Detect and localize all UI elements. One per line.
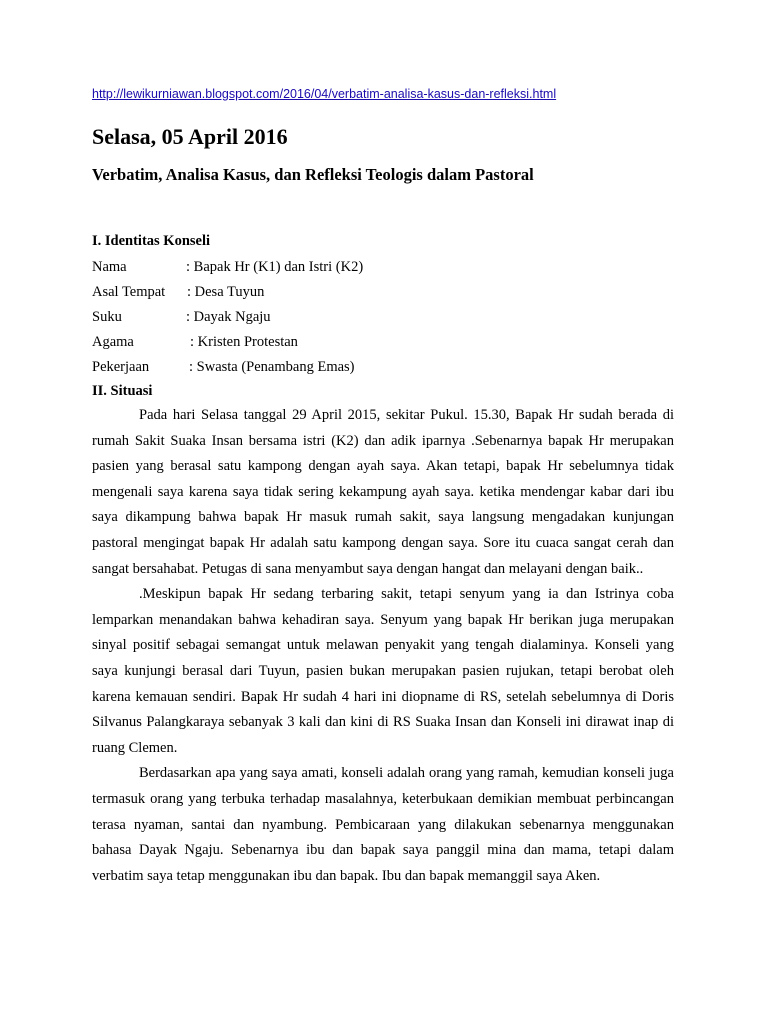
identity-value: : Swasta (Penambang Emas) — [189, 359, 355, 375]
paragraph: Pada hari Selasa tanggal 29 April 2015, sekitar Pukul. 15.30, Bapak Hr sudah berada di rumah Sakit Suaka Insan bersama istri (K2) dan adik iparnya .Sebenarnya bapak Hr merupakan pasien yang berasal satu kampong dengan ayah saya. Akan tetapi, bapak Hr sebelumnya tidak mengenali saya karena saya tidak sering kekampung ayah saya. ketika mendengar kabar dari ibu saya dikampung bahwa bapak Hr masuk rumah sakit, saya langsung mengadakan kunjungan pastoral mengingat bapak Hr adalah satu kampong dengan saya. Sore itu cuaca sangat cerah dan sangat bersahabat. Petugas di sana menyambut saya dengan hangat dan melayani dengan baik.. — [92, 407, 674, 577]
section-situasi-heading: II. Situasi — [92, 383, 153, 399]
identity-label: Agama — [92, 334, 134, 350]
identity-label: Pekerjaan — [92, 359, 150, 375]
identity-label: Nama — [92, 259, 127, 275]
identity-label: Asal Tempat — [92, 284, 166, 300]
identity-value: : Dayak Ngaju — [186, 309, 271, 325]
paragraph: .Meskipun bapak Hr sedang terbaring sakit, tetapi senyum yang ia dan Istrinya coba lemparkan menandakan bahwa kehadiran saya. Senyum yang bapak Hr berikan juga merupakan sinyal positif sebagai semangat untuk melawan penyakit yang tengah dialaminya. Konseli yang saya kunjungi berasal dari Tuyun, pasien bukan merupakan pasien rujukan, tetapi berobat oleh karena kemauan sendiri. Bapak Hr sudah 4 hari ini diopname di RS, setelah sebelumnya di Doris Silvanus Palangkaraya sebanyak 3 kali dan kini di RS Suaka Insan dan Konseli ini dirawat inap di ruang Clemen. — [92, 586, 674, 756]
paragraph: Berdasarkan apa yang saya amati, konseli adalah orang yang ramah, kemudian konseli juga termasuk orang yang terbuka terhadap masalahnya, keterbukaan demikian membuat perbincangan terasa nyaman, santai dan nyambung. Pembicaraan yang dilakukan sebenarnya menggunakan bahasa Dayak Ngaju. Sebenarnya ibu dan bapak saya panggil mina dan mama, tetapi dalam verbatim saya tetap menggunakan ibu dan bapak. Ibu dan bapak memanggil saya Aken. — [92, 765, 674, 884]
identity-label: Suku — [92, 309, 122, 325]
date-title: Selasa, 05 April 2016 — [92, 124, 288, 149]
situasi-body — [92, 403, 674, 889]
source-url-link[interactable]: http://lewikurniawan.blogspot.com/2016/04/verbatim-analisa-kasus-dan-refleksi.html — [92, 87, 557, 101]
identity-value: : Desa Tuyun — [187, 284, 265, 300]
post-title: Verbatim, Analisa Kasus, dan Refleksi Teologis dalam Pastoral — [92, 165, 534, 184]
section-identitas-heading: I. Identitas Konseli — [92, 233, 211, 249]
identity-value: : Bapak Hr (K1) dan Istri (K2) — [186, 259, 364, 275]
identity-value: : Kristen Protestan — [190, 334, 298, 350]
